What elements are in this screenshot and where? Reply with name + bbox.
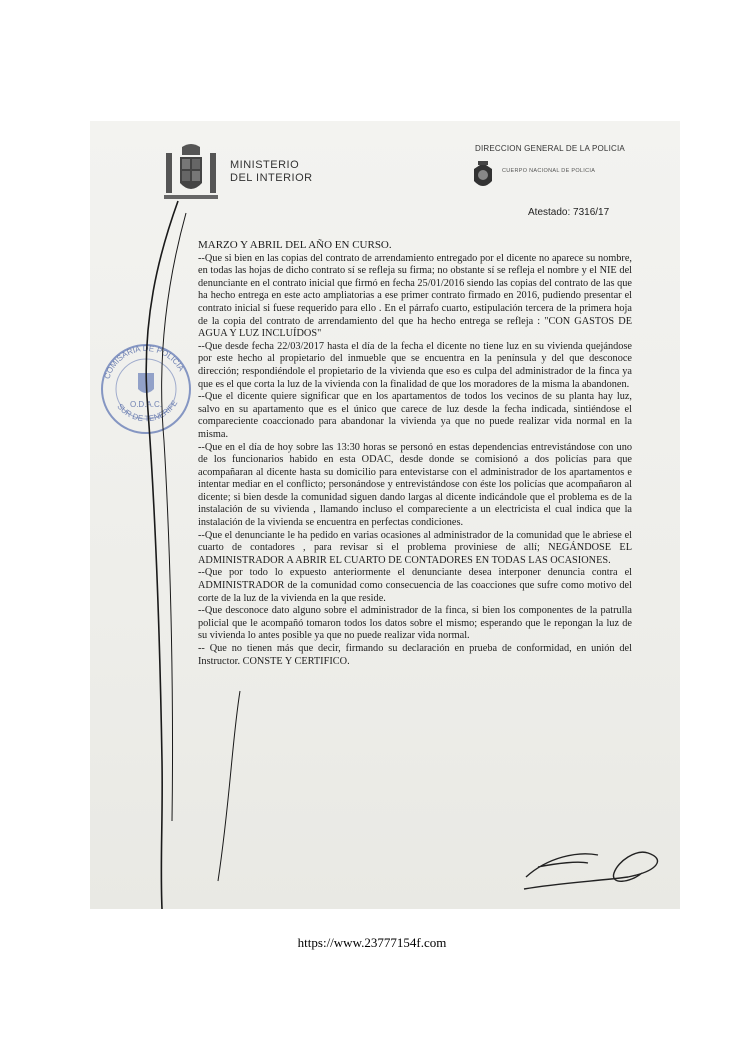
- stamp-text-top: COMISARIA DE POLICIA: [102, 343, 186, 381]
- police-stamp-icon: [90, 331, 200, 441]
- signature-mark: [518, 837, 668, 897]
- declaration-paragraph: --Que el dicente quiere significar que en los apartamentos de todos los vecinos de su planta hay luz, salvo en su apartamento que es el único que carece de luz desde la fecha indicada, sintiéndose el compareciente coaccionado para abandonar la vivienda ya que no puede realizar vida normal en la misma.: [198, 391, 632, 440]
- atestado-number: Atestado: 7316/17: [528, 207, 610, 218]
- declaration-paragraph: --Que si bien en las copias del contrato de arrendamiento entregado por el dicente no aparece su nombre, en todas las hojas de dicho contrato sí se refleja su firma; no obstante sí se refleja el nombre y el NIE del denunciante en el contrato inicial que firmó en fecha 25/01/2016 siendo las copias del contrato de las que ha hecho entrega en este acto ampliatorias a ese primer contrato firmado en 2016, pudiendo presentar el contrato inicial si fuese requerido para ello . En el párrafo cuarto, estipulación tercera de la primera hoja de la copia del contrato de arrendamiento del que ha hecho entrega se refleja : "CON GASTOS DE AGUA Y LUZ INCLUÍDOS": [198, 252, 632, 340]
- ministry-name: [230, 159, 313, 185]
- ministry-line-2: DEL INTERIOR: [230, 172, 313, 184]
- declaration-paragraph: --Que en el día de hoy sobre las 13:30 horas se personó en estas dependencias entrevistándose con uno de los funcionarios habido en esta ODAC, desde donde se comisionó a dos policías para que acompañaran al dicente hasta su domicilio para entevistarse con el administrador de los apartamentos e intentar mediar en el conflicto; personándose y entrevistándose con éste los policías que acompañaron al dicente; si bien desde la comunidad siguen dando largas al dicente indicándole que el problema es de la instalación de su vivienda , llamando incluso el compareciente a un electricista el cual indica que la instalación de la vivienda se encuentra en perfectas condiciones.: [198, 441, 632, 529]
- declaration-paragraph: -- Que no tienen más que decir, firmando su declaración en prueba de conformidad, en unión del Instructor. CONSTE Y CERTIFICO.: [198, 643, 632, 667]
- declaration-paragraph: --Que desde fecha 22/03/2017 hasta el día de la fecha el dicente no tiene luz en su vivienda quejándose por este hecho al propietario del inmueble que se encuentra en la península y del que desconoce dirección; respondiéndole el propietario de la vivienda que eso es culpa del administrador de la finca ya que es el que corta la luz de la vivienda con la finalidad de que los moradores de la misma la abandonen.: [198, 340, 632, 390]
- coat-of-arms-icon: [162, 143, 220, 207]
- police-corps-name: CUERPO NACIONAL DE POLICIA: [502, 168, 596, 174]
- stamp-text-bottom: SUR DE TENERIFE: [115, 398, 180, 424]
- stamp-text-mid: O.D.A.C.: [129, 400, 163, 409]
- police-badge-icon: [472, 161, 494, 191]
- declaration-heading: MARZO Y ABRIL DEL AÑO EN CURSO.: [198, 239, 392, 251]
- declaration-paragraph: --Que por todo lo expuesto anteriormente el denunciante desea interponer denuncia contra el ADMINISTRADOR de la comunidad como consecuencia de las coacciones que sufre como motivo del corte de la luz de la vivienda en la que reside.: [198, 567, 632, 604]
- ministry-line-1: MINISTERIO: [230, 159, 300, 171]
- declaration-paragraph: --Que desconoce dato alguno sobre el administrador de la finca, si bien los componentes de la patrulla policial que le acompañó tomaron todos los datos sobre el mismo; esperando que le repongan la luz de su vivienda lo antes posible ya que no puede realizar vida normal.: [198, 605, 632, 642]
- footer-url: https://www.23777154f.com: [297, 935, 447, 950]
- declaration-paragraph: --Que el denunciante le ha pedido en varias ocasiones al administrador de la comunidad que le abriese el cuarto de contadores , para revisar si el problema proviniese de allí; NEGÁNDOSE EL ADMINISTRADOR A ABRIR EL CUARTO DE CONTADORES EN TODAS LAS OCASIONES.: [198, 529, 632, 566]
- document-photo: [90, 121, 680, 909]
- directorate-name: DIRECCION GENERAL DE LA POLICIA: [475, 144, 625, 153]
- declaration-body: [198, 239, 632, 668]
